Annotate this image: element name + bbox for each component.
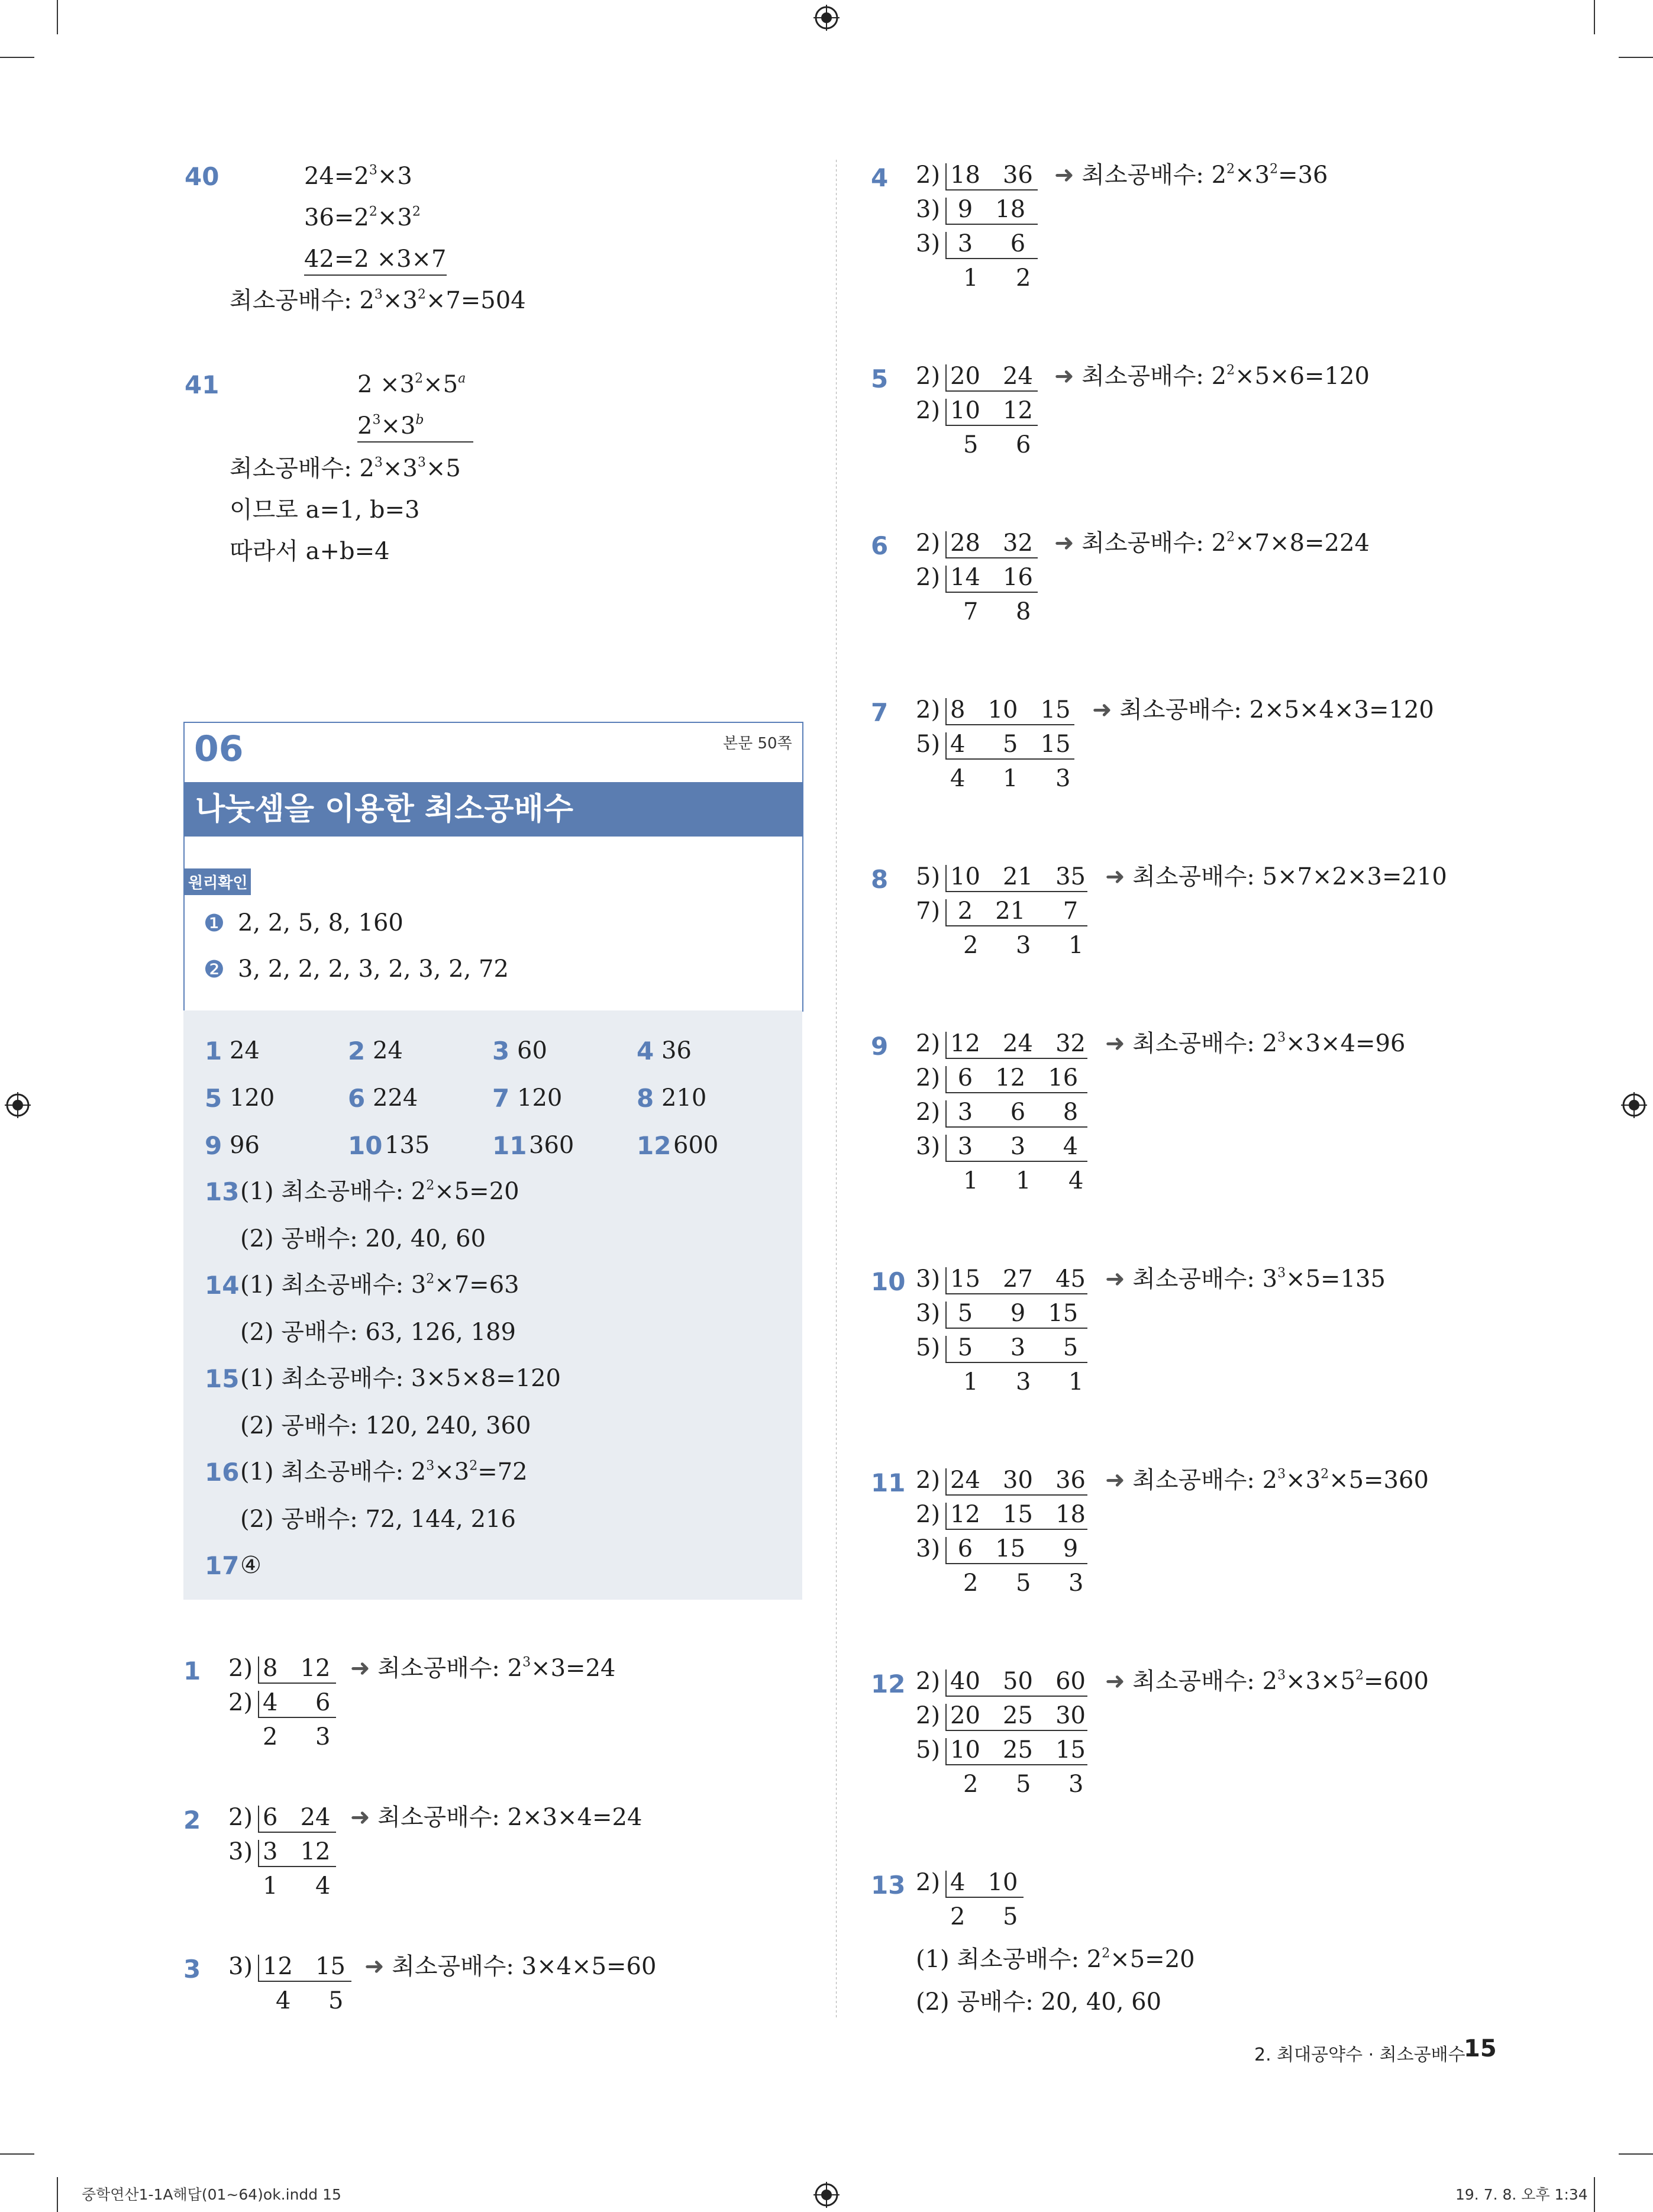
arrow-icon: ➜ xyxy=(1105,1668,1125,1695)
answer-line: (2) 공배수: 72, 144, 216 xyxy=(240,1506,516,1533)
ladder-divisor: 2) xyxy=(228,1804,253,1831)
answer-number: 16 xyxy=(205,1458,240,1487)
question-number: 11 xyxy=(871,1468,906,1497)
question-number: 40 xyxy=(185,162,219,191)
lcm-result: ➜ 최소공배수: 5×7×2×3=210 xyxy=(1105,863,1447,890)
crop-mark xyxy=(1619,57,1653,58)
question-number: 2 xyxy=(183,1806,201,1835)
ladder-divisor: 2) xyxy=(916,1099,941,1126)
answer-number: 3 xyxy=(492,1036,510,1065)
ladder-row: 12 24 32 xyxy=(945,1032,1087,1059)
ladder-divisor: 2) xyxy=(916,1501,941,1528)
principle-marker: ❷ xyxy=(204,956,225,983)
ladder-quotient: 1 2 xyxy=(963,264,1031,292)
section-number: 06 xyxy=(194,728,244,770)
ladder-quotient: 2 5 xyxy=(950,1903,1018,1930)
question-number: 12 xyxy=(871,1670,906,1698)
ladder-divisor: 2) xyxy=(916,696,941,724)
factorization-line: $36=2^2\times 3^2$ xyxy=(304,204,421,231)
answer-number: 14 xyxy=(205,1271,240,1300)
ladder-quotient: 2 3 1 xyxy=(963,932,1084,959)
question-number: 4 xyxy=(871,163,889,192)
answer-line: ④ xyxy=(240,1552,261,1579)
ladder-quotient: 4 5 xyxy=(276,1987,344,2014)
registration-mark-icon xyxy=(1621,1092,1647,1118)
ladder-quotient: 5 6 xyxy=(963,431,1031,458)
lcm-result: ➜ 최소공배수: $2^3\times 3\times 4=96$ xyxy=(1105,1030,1406,1057)
answer-number: 7 xyxy=(492,1084,510,1113)
question-number: 3 xyxy=(183,1955,201,1984)
chapter-label: 2. 최대공약수 · 최소공배수 xyxy=(1254,2045,1465,2065)
principle-answer: 3, 2, 2, 2, 3, 2, 3, 2, 72 xyxy=(238,955,509,983)
factorization-line: $2 \times 3^2\times 5^a$ xyxy=(357,371,466,398)
answer-value: 60 xyxy=(517,1037,547,1064)
ladder-divisor: 2) xyxy=(916,162,941,189)
ladder-row: 3 6 8 xyxy=(945,1100,1087,1128)
ladder-quotient: 1 3 1 xyxy=(963,1368,1084,1396)
ladder-divisor: 5) xyxy=(916,863,941,890)
answer-value: 96 xyxy=(230,1132,260,1159)
crop-mark xyxy=(0,57,34,58)
question-number: 5 xyxy=(871,364,889,393)
ladder-row: 6 12 16 xyxy=(945,1066,1087,1093)
ladder-row: 24 30 36 xyxy=(945,1468,1087,1496)
ladder-quotient: 4 1 3 xyxy=(950,765,1071,792)
factorization-line: 42=2 ×3×7 xyxy=(304,247,447,276)
ladder-row: 10 25 15 xyxy=(945,1738,1087,1765)
answer-line: (2) 공배수: 20, 40, 60 xyxy=(240,1225,486,1252)
arrow-icon: ➜ xyxy=(1105,1030,1125,1057)
ladder-row: 4 6 xyxy=(258,1691,336,1718)
ladder-divisor: 2) xyxy=(916,1064,941,1092)
file-info: 중학연산1-1A해답(01~64)ok.indd 15 xyxy=(82,2186,341,2203)
ladder-row: 3 3 4 xyxy=(945,1135,1087,1162)
answer-number: 8 xyxy=(637,1084,654,1113)
ladder-divisor: 7) xyxy=(916,897,941,925)
crop-mark xyxy=(1594,2177,1595,2212)
ladder-divisor: 2) xyxy=(916,1668,941,1695)
arrow-icon: ➜ xyxy=(1105,863,1125,890)
answer-line: (1) 최소공배수: $3^2\times 7=63$ xyxy=(240,1271,519,1299)
answer-value: 224 xyxy=(373,1084,418,1112)
arrow-icon: ➜ xyxy=(350,1655,370,1682)
ladder-row: 28 32 xyxy=(945,531,1038,558)
answer-value: 36 xyxy=(661,1037,692,1064)
registration-mark-icon xyxy=(813,5,840,31)
answer-number: 9 xyxy=(205,1131,222,1160)
ladder-row: 12 15 18 xyxy=(945,1503,1087,1530)
answer-number: 13 xyxy=(205,1177,240,1206)
ladder-quotient: 2 3 xyxy=(263,1723,331,1751)
ladder-row: 12 15 xyxy=(258,1955,351,1982)
lcm-result: ➜ 최소공배수: $2^3\times 3^2\times 5=360$ xyxy=(1105,1467,1429,1494)
answer-value: 135 xyxy=(385,1132,430,1159)
ladder-divisor: 2) xyxy=(916,529,941,557)
principle-answer: 2, 2, 5, 8, 160 xyxy=(238,909,403,937)
ladder-divisor: 2) xyxy=(228,1655,253,1682)
section-page-ref: 본문 50쪽 xyxy=(723,735,792,753)
ladder-row: 15 27 45 xyxy=(945,1267,1087,1294)
question-number: 10 xyxy=(871,1267,906,1296)
ladder-divisor: 2) xyxy=(916,397,941,424)
answer-line: (1) 최소공배수: $2^2\times 5=20$ xyxy=(916,1946,1195,1973)
arrow-icon: ➜ xyxy=(1092,696,1112,724)
ladder-divisor: 3) xyxy=(916,196,941,223)
crop-mark xyxy=(1594,0,1595,34)
ladder-divisor: 2) xyxy=(916,1869,941,1896)
ladder-row: 20 25 30 xyxy=(945,1704,1087,1731)
answer-number: 17 xyxy=(205,1551,240,1580)
crop-mark xyxy=(57,0,58,34)
ladder-divisor: 5) xyxy=(916,1736,941,1764)
factorization-line: $2^3\times 3^b$ xyxy=(357,414,473,443)
ladder-row: 5 9 15 xyxy=(945,1302,1087,1329)
question-number: 7 xyxy=(871,698,889,727)
page-number: 15 xyxy=(1464,2035,1497,2062)
answer-line: (1) 최소공배수: $2^3\times 3^2=72$ xyxy=(240,1458,528,1486)
answer-line: (1) 최소공배수: $2^2\times 5=20$ xyxy=(240,1178,519,1205)
result-line: 따라서 a+b=4 xyxy=(230,538,390,565)
answer-value: 360 xyxy=(529,1132,574,1159)
lcm-result: ➜ 최소공배수: 2×5×4×3=120 xyxy=(1092,696,1434,724)
ladder-divisor: 3) xyxy=(916,1133,941,1160)
section-title: 나눗셈을 이용한 최소공배수 xyxy=(195,792,573,827)
question-number: 9 xyxy=(871,1032,889,1061)
arrow-icon: ➜ xyxy=(1105,1467,1125,1494)
answer-line: (2) 공배수: 63, 126, 189 xyxy=(240,1319,516,1346)
arrow-icon: ➜ xyxy=(1054,363,1074,390)
question-number: 1 xyxy=(183,1656,201,1685)
answer-line: (1) 최소공배수: 3×5×8=120 xyxy=(240,1365,561,1392)
principle-label: 원리확인 xyxy=(185,868,251,895)
ladder-divisor: 3) xyxy=(228,1838,253,1865)
arrow-icon: ➜ xyxy=(1054,529,1074,557)
ladder-divisor: 3) xyxy=(916,1265,941,1293)
answer-line: (2) 공배수: 20, 40, 60 xyxy=(916,1988,1162,2016)
answer-number: 6 xyxy=(348,1084,366,1113)
lcm-result: ➜ 최소공배수: $2^2\times 3^2=36$ xyxy=(1054,162,1328,189)
ladder-row: 8 10 15 xyxy=(945,698,1074,725)
ladder-row: 14 16 xyxy=(945,566,1038,593)
ladder-divisor: 2) xyxy=(916,564,941,591)
answer-number: 11 xyxy=(492,1131,527,1160)
answer-value: 120 xyxy=(230,1084,275,1112)
arrow-icon: ➜ xyxy=(1105,1265,1125,1293)
lcm-result: ➜ 최소공배수: $2^3\times 3=24$ xyxy=(350,1655,616,1682)
lcm-result: ➜ 최소공배수: $3^3\times 5=135$ xyxy=(1105,1265,1386,1293)
answer-number: 2 xyxy=(348,1036,366,1065)
arrow-icon: ➜ xyxy=(350,1804,370,1831)
ladder-divisor: 2) xyxy=(916,363,941,390)
answer-value: 210 xyxy=(661,1084,707,1112)
ladder-divisor: 2) xyxy=(916,1702,941,1729)
answer-number: 4 xyxy=(637,1036,654,1065)
crop-mark xyxy=(57,2177,58,2212)
answer-number: 12 xyxy=(637,1131,671,1160)
lcm-result: 최소공배수: $2^3\times 3^2\times 7=504$ xyxy=(230,287,526,314)
ladder-divisor: 3) xyxy=(228,1953,253,1980)
answer-number: 10 xyxy=(348,1131,383,1160)
answer-value: 120 xyxy=(517,1084,563,1112)
arrow-icon: ➜ xyxy=(364,1953,385,1980)
answer-number: 5 xyxy=(205,1084,222,1113)
column-divider xyxy=(836,160,837,2017)
ladder-row: 6 24 xyxy=(258,1806,336,1833)
ladder-divisor: 3) xyxy=(916,1535,941,1562)
ladder-divisor: 5) xyxy=(916,731,941,758)
ladder-divisor: 5) xyxy=(916,1334,941,1361)
answer-number: 1 xyxy=(205,1036,222,1065)
registration-mark-icon xyxy=(813,2182,840,2208)
ladder-row: 9 18 xyxy=(945,198,1038,225)
ladder-quotient: 2 5 3 xyxy=(963,1771,1084,1798)
ladder-row: 4 10 xyxy=(945,1871,1024,1898)
ladder-divisor: 2) xyxy=(916,1030,941,1057)
ladder-row: 40 50 60 xyxy=(945,1670,1087,1697)
answer-number: 15 xyxy=(205,1364,240,1393)
ladder-quotient: 2 5 3 xyxy=(963,1570,1084,1597)
lcm-result: 최소공배수: $2^3\times 3^3\times 5$ xyxy=(230,455,461,482)
ladder-divisor: 2) xyxy=(916,1467,941,1494)
question-number: 13 xyxy=(871,1871,906,1900)
ladder-divisor: 2) xyxy=(228,1689,253,1716)
ladder-row: 10 21 35 xyxy=(945,865,1087,892)
ladder-quotient: 1 4 xyxy=(263,1872,331,1900)
ladder-row: 10 12 xyxy=(945,399,1038,426)
ladder-row: 3 6 xyxy=(945,232,1038,259)
principle-marker: ❶ xyxy=(204,910,225,937)
ladder-quotient: 1 1 4 xyxy=(963,1167,1084,1194)
lcm-result: ➜ 최소공배수: $2^3\times 3\times 5^2=600$ xyxy=(1105,1668,1429,1695)
question-number: 6 xyxy=(871,531,889,560)
ladder-row: 20 24 xyxy=(945,364,1038,392)
registration-mark-icon xyxy=(5,1092,31,1118)
crop-mark xyxy=(1619,2153,1653,2155)
answer-value: 600 xyxy=(673,1132,719,1159)
ladder-row: 5 3 5 xyxy=(945,1336,1087,1363)
ladder-divisor: 3) xyxy=(916,230,941,257)
question-number: 8 xyxy=(871,865,889,894)
question-number: 41 xyxy=(185,370,219,399)
answer-value: 24 xyxy=(373,1037,403,1064)
lcm-result: ➜ 최소공배수: 2×3×4=24 xyxy=(350,1804,643,1831)
ladder-divisor: 3) xyxy=(916,1300,941,1327)
crop-mark xyxy=(0,2153,34,2155)
ladder-row: 3 12 xyxy=(258,1840,336,1867)
ladder-row: 2 21 7 xyxy=(945,899,1087,926)
lcm-result: ➜ 최소공배수: 3×4×5=60 xyxy=(364,1953,657,1980)
answer-value: 24 xyxy=(230,1037,260,1064)
ladder-row: 18 36 xyxy=(945,163,1038,190)
answer-line: (2) 공배수: 120, 240, 360 xyxy=(240,1412,531,1439)
result-line: 이므로 a=1, b=3 xyxy=(230,496,420,524)
factorization-line: $24=2^3\times 3$ xyxy=(304,163,412,190)
arrow-icon: ➜ xyxy=(1054,162,1074,189)
print-date: 19. 7. 8. 오후 1:34 xyxy=(1455,2186,1588,2203)
ladder-row: 6 15 9 xyxy=(945,1537,1087,1564)
lcm-result: ➜ 최소공배수: $2^2\times 7\times 8=224$ xyxy=(1054,529,1370,557)
lcm-result: ➜ 최소공배수: $2^2\times 5\times 6=120$ xyxy=(1054,363,1370,390)
ladder-quotient: 7 8 xyxy=(963,598,1031,625)
ladder-row: 4 5 15 xyxy=(945,732,1074,760)
ladder-row: 8 12 xyxy=(258,1656,336,1684)
